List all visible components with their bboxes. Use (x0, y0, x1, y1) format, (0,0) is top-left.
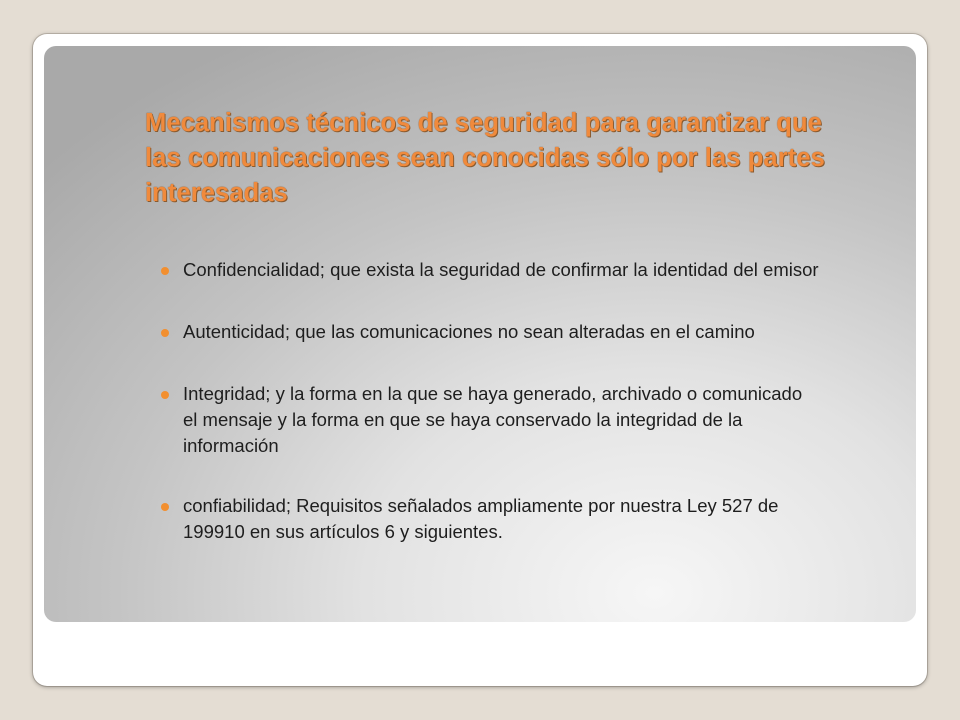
bullet-text: Autenticidad; que las comunicaciones no sean alteradas en el camino (183, 321, 755, 342)
bullet-item-integridad (160, 381, 820, 459)
bullet-dot-icon (161, 503, 169, 511)
bullet-dot-icon (161, 329, 169, 337)
bullet-dot-icon (161, 391, 169, 399)
bullet-item-autenticidad (160, 319, 820, 345)
slide-title: Mecanismos técnicos de seguridad para garantizar que las comunicaciones sean conocidas sólo por las partes interesadas (145, 109, 825, 207)
bullet-dot-icon (161, 267, 169, 275)
bullet-item-confidencialidad (160, 257, 820, 283)
bullet-list (160, 257, 820, 581)
bullet-text: Confidencialidad; que exista la seguridad de confirmar la identidad del emisor (183, 259, 819, 280)
bullet-text: confiabilidad; Requisitos señalados ampliamente por nuestra Ley 527 de 199910 en sus artículos 6 y siguientes. (183, 495, 779, 542)
bullet-text: Integridad; y la forma en la que se haya generado, archivado o comunicado el mensaje y la forma en que se haya conservado la integridad de la información (183, 383, 803, 456)
bullet-item-confiabilidad (160, 493, 820, 545)
